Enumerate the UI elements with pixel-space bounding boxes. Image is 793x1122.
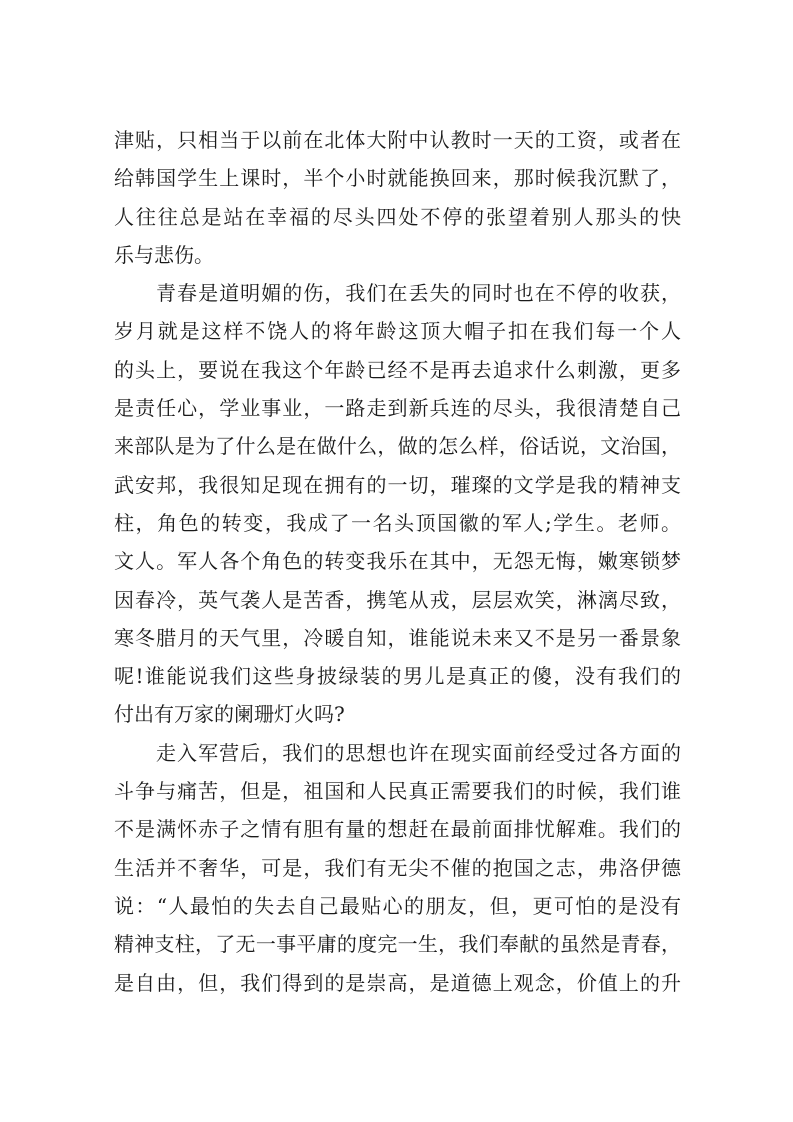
- text-line: 人往往总是站在幸福的尽头四处不停的张望着别人那头的快: [114, 204, 681, 229]
- text-line: 精神支柱，了无一事平庸的度完一生，我们奉献的虽然是青春，: [114, 932, 681, 957]
- text-line: 柱，角色的转变，我成了一名头顶国徽的军人;学生。老师。: [114, 510, 681, 535]
- text-line: 来部队是为了什么是在做什么，做的怎么样，俗话说，文治国，: [114, 434, 681, 459]
- text-line: 不是满怀赤子之情有胆有量的想赶在最前面排忧解难。我们的: [114, 817, 681, 842]
- text-line: 走入军营后，我们的思想也许在现实面前经受过各方面的: [156, 740, 681, 765]
- text-line: 文人。军人各个角色的转变我乐在其中，无怨无悔，嫩寒锁梦: [114, 549, 681, 574]
- text-line: 的头上，要说在我这个年龄已经不是再去追求什么刺激，更多: [114, 357, 681, 382]
- text-line: 乐与悲伤。: [114, 242, 214, 267]
- text-line: 付出有万家的阑珊灯火吗?: [114, 702, 345, 727]
- text-line: 是责任心，学业事业，一路走到新兵连的尽头，我很清楚自己: [114, 396, 681, 421]
- text-line: 给韩国学生上课时，半个小时就能换回来，那时候我沉默了，: [114, 166, 681, 191]
- text-line: 寒冬腊月的天气里，冷暖自知，谁能说未来又不是另一番景象: [114, 625, 681, 650]
- text-line: 生活并不奢华，可是，我们有无尖不催的抱国之志，弗洛伊德: [114, 855, 681, 880]
- text-line: 说：“人最怕的失去自己最贴心的朋友，但，更可怕的是没有: [114, 893, 681, 918]
- text-line: 岁月就是这样不饶人的将年龄这顶大帽子扣在我们每一个人: [114, 319, 681, 344]
- document-page: [114, 121, 681, 1002]
- paragraph-1: [114, 121, 681, 274]
- text-line: 津贴，只相当于以前在北体大附中认教时一天的工资，或者在: [114, 128, 681, 152]
- text-line: 是自由，但，我们得到的是崇高，是道德上观念，价值上的升: [114, 970, 681, 995]
- text-line: 呢!谁能说我们这些身披绿装的男儿是真正的傻，没有我们的: [114, 664, 681, 689]
- paragraph-3: [114, 734, 681, 1002]
- text-line: 斗争与痛苦，但是，祖国和人民真正需要我们的时候，我们谁: [114, 779, 681, 804]
- text-line: 武安邦，我很知足现在拥有的一切，璀璨的文学是我的精神支: [114, 472, 681, 497]
- text-line: 因春冷，英气袭人是苦香，携笔从戎，层层欢笑，淋漓尽致，: [114, 587, 681, 612]
- text-line: 青春是道明媚的伤，我们在丢失的同时也在不停的收获，: [156, 281, 681, 306]
- paragraph-2: [114, 274, 681, 734]
